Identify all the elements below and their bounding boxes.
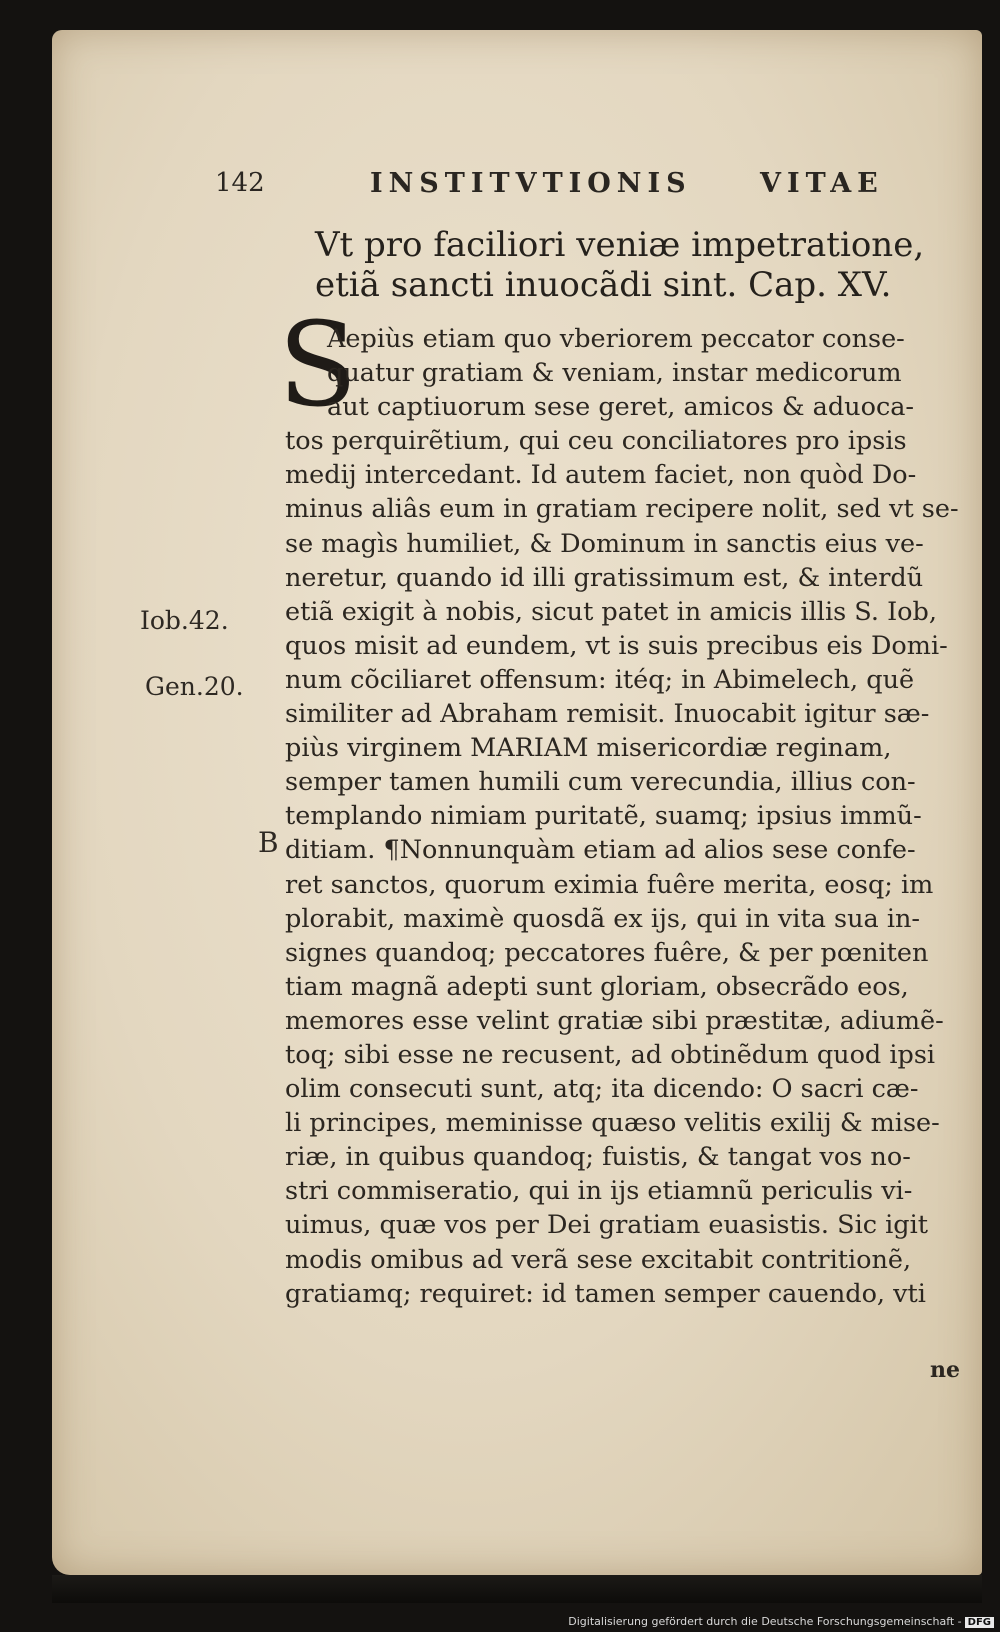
credit-text: Digitalisierung gefördert durch die Deutsche Forschungsgemeinschaft - bbox=[568, 1615, 962, 1628]
running-header bbox=[215, 168, 885, 208]
text-line: modis omibus ad verã sese excitabit contritionẽ, bbox=[285, 1244, 912, 1275]
text-line: num cõciliaret offensum: itéq; in Abimelech, quẽ bbox=[285, 664, 915, 695]
marginal-section-letter: B bbox=[258, 826, 279, 859]
text-line: gratiamq; requiret: id tamen semper cauendo, vti bbox=[285, 1278, 926, 1309]
body-text bbox=[285, 322, 965, 1311]
text-line: stri commiseratio, qui in ijs etiamnũ periculis vi- bbox=[285, 1176, 913, 1207]
marginal-note-job: Iob.42. bbox=[140, 606, 229, 635]
text-line: tiam magnã adepti sunt gloriam, obsecrãdo eos, bbox=[285, 971, 909, 1002]
text-line: piùs virginem MARIAM misericordiæ reginam, bbox=[285, 733, 892, 764]
text-line: templando nimiam puritatẽ, suamq; ipsius immũ- bbox=[285, 801, 922, 832]
text-line: uimus, quæ vos per Dei gratiam euasistis. Sic igit bbox=[285, 1210, 929, 1241]
page-number: 142 bbox=[215, 168, 265, 198]
text-line: li principes, meminisse quæso velitis exilij & mise- bbox=[285, 1108, 940, 1139]
text-line: etiã exigit à nobis, sicut patet in amicis illis S. Iob, bbox=[285, 596, 937, 627]
text-line: Aepiùs etiam quo vberiorem peccator conse- bbox=[327, 324, 905, 354]
text-line: signes quandoq; peccatores fuêre, & per pœniten bbox=[285, 937, 929, 968]
running-title-left: INSTITVTIONIS bbox=[370, 168, 692, 199]
text-line: similiter ad Abraham remisit. Inuocabit igitur sæ- bbox=[285, 699, 930, 730]
text-line: aut captiuorum sese geret, amicos & aduoca- bbox=[327, 392, 915, 423]
text-line: plorabit, maximè quosdã ex ijs, qui in vita sua in- bbox=[285, 903, 921, 934]
running-title-right: VITAE bbox=[760, 168, 884, 199]
text-line: minus aliâs eum in gratiam recipere nolit, sed vt se- bbox=[285, 494, 959, 525]
text-line: medij intercedant. Id autem faciet, non quòd Do- bbox=[285, 460, 917, 491]
text-line: memores esse velint gratiæ sibi præstitæ, adiumẽ- bbox=[285, 1005, 944, 1036]
text-line: olim consecuti sunt, atq; ita dicendo: O sacri cæ- bbox=[285, 1074, 919, 1105]
dfg-logo: DFG bbox=[965, 1617, 994, 1628]
text-line: quatur gratiam & veniam, instar medicorum bbox=[327, 358, 902, 389]
text-line: semper tamen humili cum verecundia, illius con- bbox=[285, 767, 916, 798]
chapter-heading bbox=[315, 225, 955, 305]
text-line: ditiam. ¶Nonnunquàm etiam ad alios sese confe- bbox=[285, 835, 916, 866]
text-line: quos misit ad eundem, vt is suis precibus eis Domi- bbox=[285, 630, 948, 661]
text-line: riæ, in quibus quandoq; fuistis, & tangat vos no- bbox=[285, 1142, 911, 1173]
digitization-credit bbox=[568, 1615, 994, 1628]
text-line: neretur, quando id illi gratissimum est, & interdũ bbox=[285, 562, 924, 593]
drop-capital: S bbox=[278, 298, 358, 433]
text-line: toq; sibi esse ne recusent, ad obtinẽdum quod ipsi bbox=[285, 1039, 936, 1070]
page-bottom-edge bbox=[52, 1575, 982, 1603]
chapter-title-line-2: etiã sancti inuocãdi sint. Cap. XV. bbox=[315, 265, 892, 305]
text-line: se magìs humiliet, & Dominum in sanctis eius ve- bbox=[285, 528, 924, 559]
marginal-note-genesis: Gen.20. bbox=[145, 672, 244, 701]
catchword: ne bbox=[930, 1357, 960, 1383]
chapter-title-line-1: Vt pro faciliori veniæ impetratione, bbox=[315, 225, 925, 265]
text-line: ret sanctos, quorum eximia fuêre merita, eosq; im bbox=[285, 869, 934, 900]
text-line: tos perquirẽtium, qui ceu conciliatores pro ipsis bbox=[285, 426, 907, 457]
